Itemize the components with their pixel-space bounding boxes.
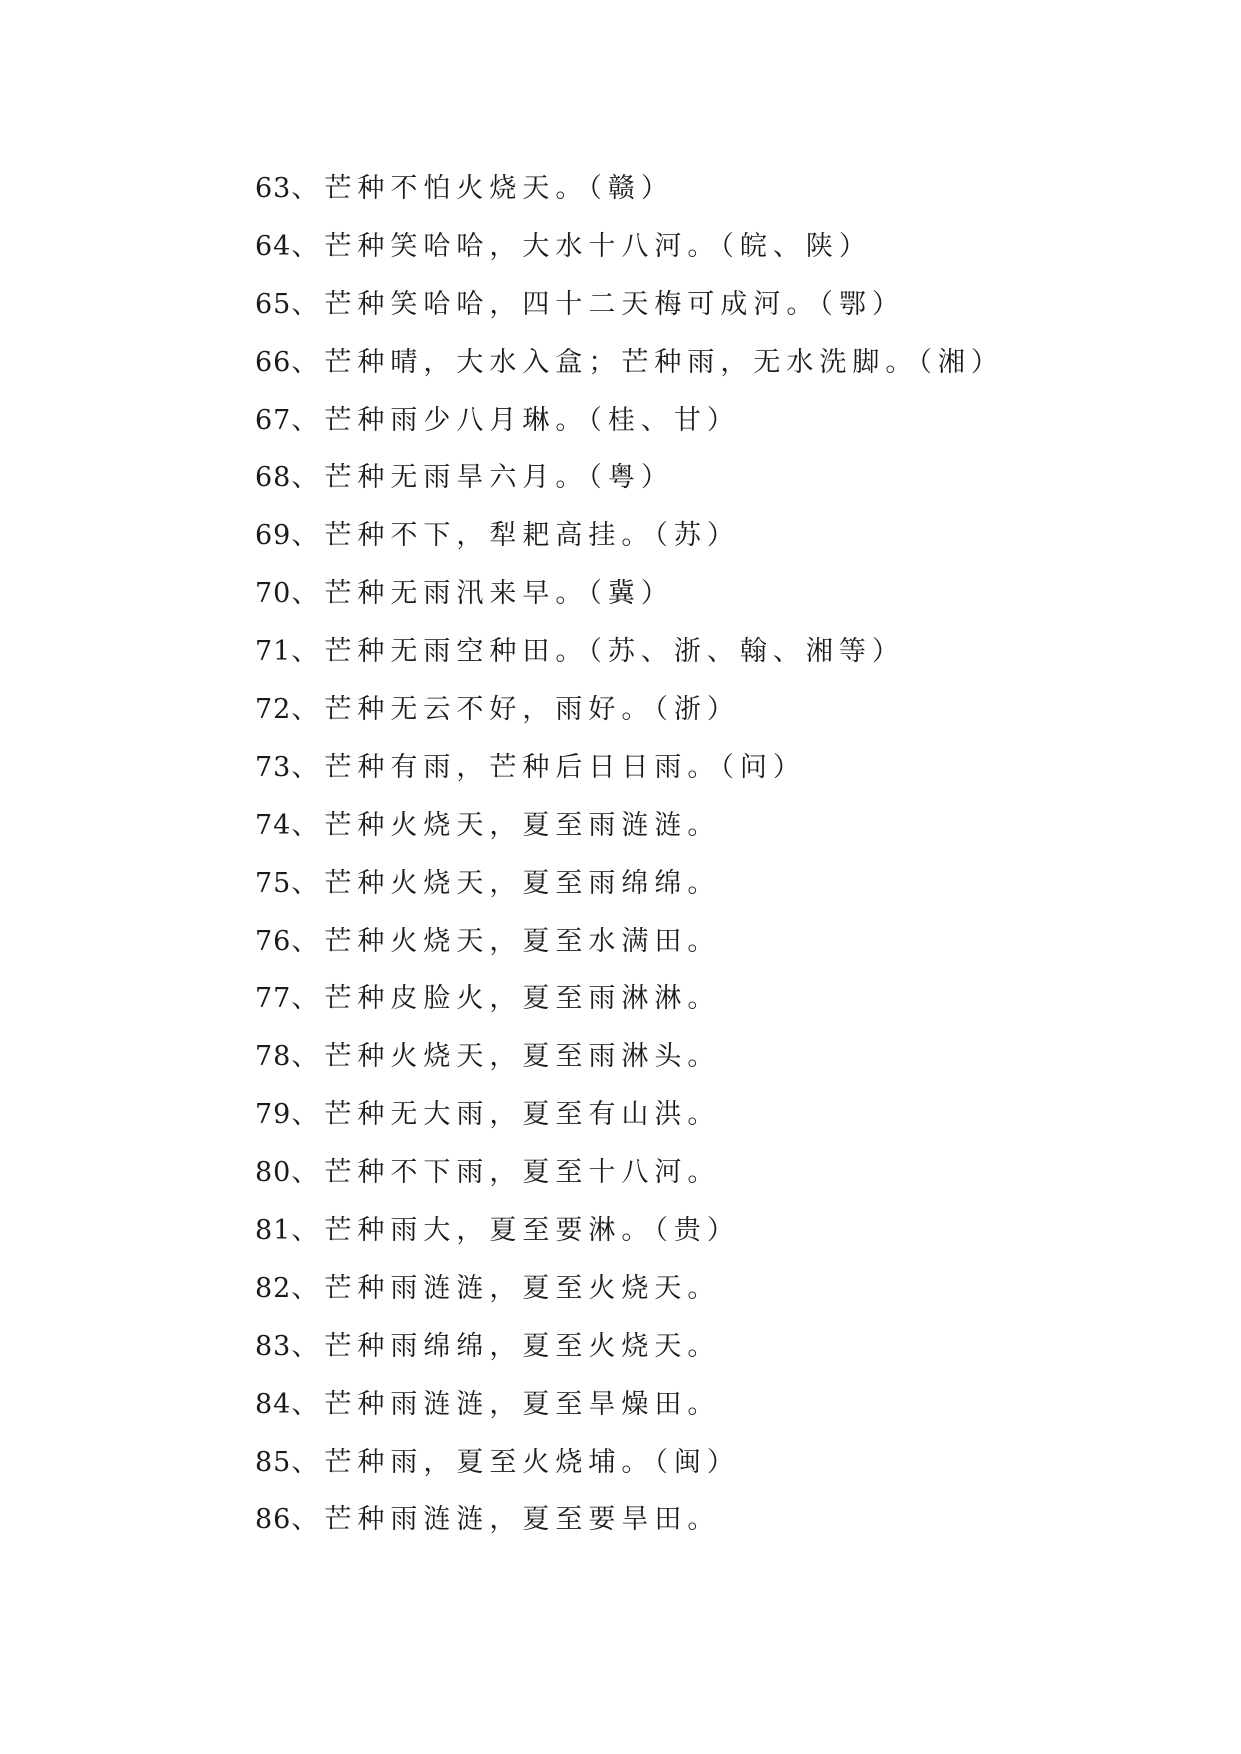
item-number: 78 bbox=[255, 1041, 292, 1073]
item-text: 、芒种无云不好，雨好。（浙） bbox=[291, 694, 740, 726]
item-number: 72 bbox=[255, 694, 292, 726]
item-number: 77 bbox=[255, 983, 292, 1015]
item-text: 、芒种不怕火烧天。（赣） bbox=[291, 173, 674, 204]
list-item bbox=[255, 797, 1155, 855]
item-number: 63 bbox=[255, 173, 292, 204]
item-text: 、芒种火烧天，夏至雨绵绵。 bbox=[291, 867, 721, 899]
item-number: 71 bbox=[255, 636, 292, 668]
item-text: 、芒种火烧天，夏至雨淋头。 bbox=[291, 1041, 721, 1073]
item-number: 65 bbox=[255, 288, 292, 320]
item-text: 、芒种无雨空种田。（苏、浙、翰、湘等） bbox=[291, 636, 905, 668]
item-text: 、芒种笑哈哈，大水十八河。（皖、陕） bbox=[291, 230, 872, 262]
item-number: 84 bbox=[255, 1388, 292, 1420]
item-number: 68 bbox=[255, 462, 292, 494]
list-item bbox=[255, 1491, 1155, 1549]
list-item bbox=[255, 970, 1155, 1028]
item-text: 、芒种雨大，夏至要淋。（贵） bbox=[291, 1215, 740, 1247]
item-number: 69 bbox=[255, 520, 292, 552]
proverb-list bbox=[255, 160, 1155, 1549]
item-text: 、芒种火烧天，夏至水满田。 bbox=[291, 925, 721, 957]
item-text: 、芒种皮脸火，夏至雨淋淋。 bbox=[291, 983, 721, 1015]
list-item bbox=[255, 1202, 1155, 1260]
item-number: 83 bbox=[255, 1330, 292, 1362]
item-text: 、芒种无雨旱六月。（粤） bbox=[291, 462, 674, 494]
item-text: 、芒种雨，夏至火烧埔。（闽） bbox=[291, 1446, 740, 1478]
item-text: 、芒种无大雨，夏至有山洪。 bbox=[291, 1099, 721, 1131]
list-item bbox=[255, 1260, 1155, 1318]
list-item bbox=[255, 855, 1155, 913]
item-text: 、芒种有雨，芒种后日日雨。（问） bbox=[291, 751, 806, 783]
item-text: 、芒种雨涟涟，夏至旱燥田。 bbox=[291, 1388, 721, 1420]
list-item bbox=[255, 507, 1155, 565]
list-item bbox=[255, 1318, 1155, 1376]
item-number: 66 bbox=[255, 346, 292, 378]
item-number: 75 bbox=[255, 867, 292, 899]
item-number: 79 bbox=[255, 1099, 292, 1131]
item-number: 73 bbox=[255, 751, 292, 783]
list-item bbox=[255, 160, 1155, 218]
item-text: 、芒种不下雨，夏至十八河。 bbox=[291, 1157, 721, 1189]
item-text: 、芒种笑哈哈，四十二天梅可成河。（鄂） bbox=[291, 288, 905, 320]
item-text: 、芒种无雨汛来早。（冀） bbox=[291, 578, 674, 610]
list-item bbox=[255, 739, 1155, 797]
item-number: 82 bbox=[255, 1272, 292, 1304]
list-item bbox=[255, 681, 1155, 739]
item-number: 86 bbox=[255, 1504, 292, 1536]
list-item bbox=[255, 565, 1155, 623]
item-number: 64 bbox=[255, 230, 292, 262]
list-item bbox=[255, 334, 1155, 392]
list-item bbox=[255, 449, 1155, 507]
list-item bbox=[255, 1086, 1155, 1144]
item-text: 、芒种雨绵绵，夏至火烧天。 bbox=[291, 1330, 721, 1362]
item-number: 80 bbox=[255, 1157, 292, 1189]
item-text: 、芒种晴，大水入盒；芒种雨，无水洗脚。（湘） bbox=[291, 346, 1004, 378]
item-number: 67 bbox=[255, 404, 292, 436]
item-text: 、芒种火烧天，夏至雨涟涟。 bbox=[291, 809, 721, 841]
item-text: 、芒种雨涟涟，夏至火烧天。 bbox=[291, 1272, 721, 1304]
list-item bbox=[255, 1144, 1155, 1202]
item-number: 74 bbox=[255, 809, 292, 841]
list-item bbox=[255, 913, 1155, 971]
list-item bbox=[255, 218, 1155, 276]
item-number: 76 bbox=[255, 925, 292, 957]
list-item bbox=[255, 392, 1155, 450]
list-item bbox=[255, 1376, 1155, 1434]
item-text: 、芒种不下，犁耙高挂。（苏） bbox=[291, 520, 740, 552]
list-item bbox=[255, 623, 1155, 681]
list-item bbox=[255, 1434, 1155, 1492]
list-item bbox=[255, 276, 1155, 334]
list-item bbox=[255, 1028, 1155, 1086]
item-number: 70 bbox=[255, 578, 292, 610]
item-number: 81 bbox=[255, 1215, 292, 1247]
item-text: 、芒种雨涟涟，夏至要旱田。 bbox=[291, 1504, 721, 1536]
item-text: 、芒种雨少八月琳。（桂、甘） bbox=[291, 404, 740, 436]
item-number: 85 bbox=[255, 1446, 292, 1478]
